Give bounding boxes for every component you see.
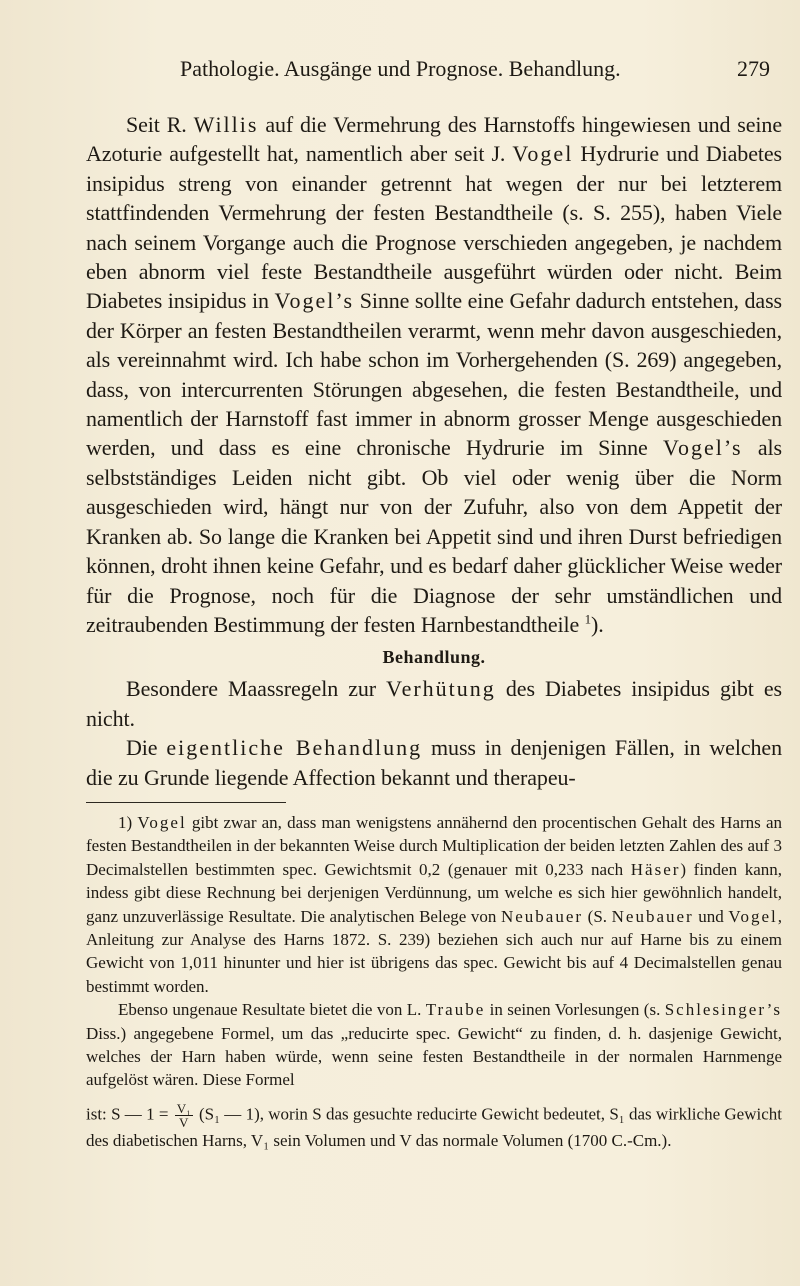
section-heading: Behandlung.: [382, 647, 486, 668]
formula-fraction: $\frac{\text{V₁}}{V}$: [176, 1100, 191, 1130]
page-body: [86, 110, 782, 1152]
author-name: Willis: [193, 112, 259, 137]
paragraph-treatment: Die eigentliche Behandlung muss in denjenigen Fällen, in welchen die zu Grunde liegende Affection bekannt und therapeu-: [86, 735, 782, 790]
running-title: Pathologie. Ausgänge und Prognose. Behandlung.: [180, 56, 621, 81]
emphasis: Verhütung: [386, 676, 496, 702]
emphasis: eigentliche Behandlung: [166, 735, 423, 761]
formula-paragraph: ist: S — 1 = $\frac{\text{V₁}}{V}$ (S₁ — 1), worin S das gesuchte reducirte Gewicht bedeutet, S₁ das wirkliche Gewicht des diabetischen Harns, V₁ sein Volumen und V das normale Volumen (1700 C.-Cm.).: [86, 1100, 782, 1150]
footnote-reference: 1: [584, 611, 592, 627]
footnote-marker: 1): [118, 812, 138, 832]
page-number: 279: [737, 56, 770, 81]
page-header: [0, 56, 800, 86]
author-name: Vogel’s: [662, 435, 743, 461]
paragraph-prognosis: Seit R. Willis auf die Vermehrung des Harnstoffs hingewiesen und seine Azoturie aufgestellt hat, namentlich aber seit J. Vogel Hydrurie und Diabetes insipidus streng von einander getrennt hat wegen der nur bei letzterem stattfindenden Vermehrung der festen Bestandtheile (s. S. 255), haben Viele nach seinem Vorgange auch die Prognose verschieden angegeben, je nachdem eben abnorm viel feste Bestandtheile ausgeführt würden oder nicht. Beim Diabetes insipidus in Vogel’s Sinne sollte eine Gefahr dadurch entstehen, dass der Körper an festen Bestandtheilen verarmt, wenn mehr davon ausgeschieden, als vereinnahmt wird. Ich habe schon im Vorhergehenden (S. 269) angegeben, dass, von intercurrenten Störungen abgesehen, die festen Bestandtheile, und namentlich der Harnstoff fast immer in abnorm grosser Menge ausgeschieden werden, und dass es eine chronische Hydrurie im Sinne Vogel’s als selbstständiges Leiden nicht gibt. Ob viel oder wenig über die Norm ausgeschieden wird, hängt nur von der Zufuhr, also von dem Appetit der Kranken ab. So lange die Kranken bei Appetit sind und ihren Durst befriedigen können, droht ihnen keine Gefahr, und es bedarf daher glücklicher Weise weder für die Prognose, noch für die Diagnose der sehr umständlichen und zeitraubenden Bestimmung der festen Harnbestandtheile $^1$).: [86, 112, 783, 637]
footnote-paragraph: Ebenso ungenaue Resultate bietet die von L. Traube in seinen Vorlesungen (s. Schlesinger’s Diss.) angegebene Formel, um das „reducirte spec. Gewicht“ zu finden, d. h. dasjenige Gewicht, welches der Harn haben würde, wenn seine festen Bestandtheile in der normalen Harnmenge aufgelöst wären. Diese Formel: [86, 1000, 782, 1090]
paragraph-prevention: Besondere Maassregeln zur Verhütung des Diabetes insipidus gibt es nicht.: [86, 676, 782, 731]
footnote-paragraph: 1) Vogel gibt zwar an, dass man wenigstens annähernd den procentischen Gehalt des Harns an festen Bestandtheilen in der bekannten Weise durch Multiplication der beiden letzten Zahlen des auf 3 Decimalstellen bestimmten spec. Gewichtsmit 0,2 (genauer mit 0,233 nach Häser) finden kann, indess gibt diese Rechnung bei derjenigen Verdünnung, um welche es sich hier gewöhnlich handelt, ganz unzuverlässige Resultate. Die analytischen Belege von Neubauer (S. Neubauer und Vogel, Anleitung zur Analyse des Harns 1872. S. 239) beziehen sich auch nur auf Harne bis zu einem Gewicht von 1,011 hinunter und hier ist übrigens das spec. Gewicht bis auf 4 Decimalstellen genau bestimmt worden.: [86, 812, 782, 996]
author-name: Vogel: [512, 141, 574, 167]
footnote-divider: [86, 802, 286, 803]
author-name: Vogel’s: [274, 288, 355, 314]
